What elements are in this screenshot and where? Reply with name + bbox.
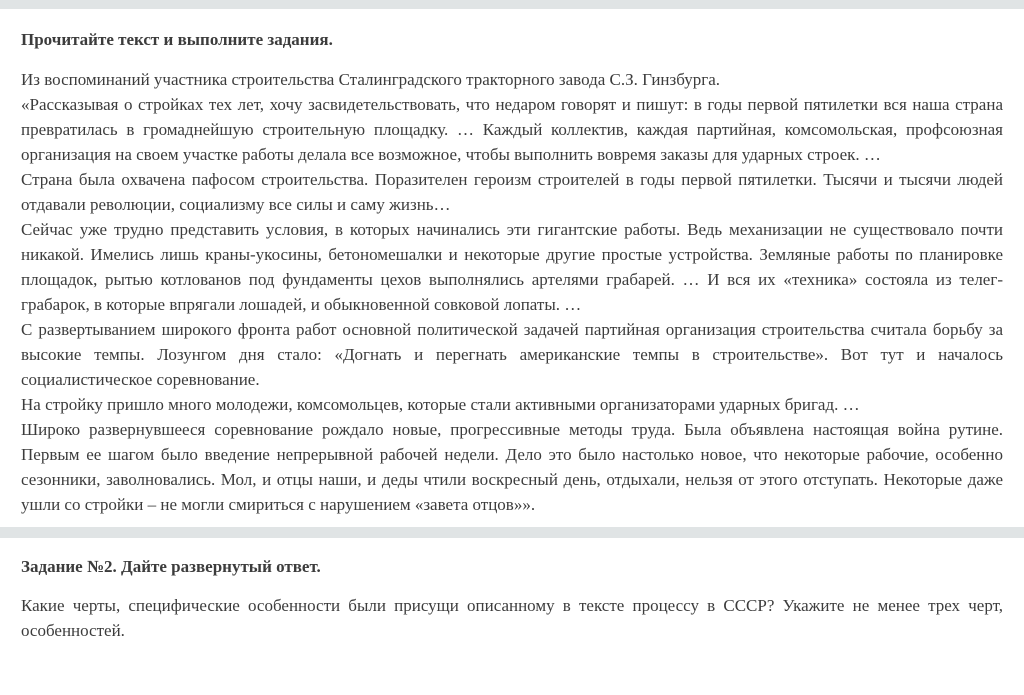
passage-paragraph: Широко развернувшееся соревнование рождало новые, прогрессивные методы труда. Была объявлена настоящая война рутине. Первым ее шагом было введение непрерывной рабочей недели. Дело это было настолько новое, что некоторые рабочие, особенно сезонники, заволновались. Мол, и отцы наши, и деды чтили воскресный день, отдыхали, нельзя от этого отступать. Некоторые даже ушли со стройки – не могли смириться с нарушением «завета отцов»». bbox=[21, 420, 1003, 514]
passage-paragraph: Страна была охвачена пафосом строительства. Поразителен героизм строителей в годы первой пятилетки. Тысячи и тысячи людей отдавали революции, социализму все силы и саму жизнь… bbox=[21, 170, 1003, 214]
top-divider-bar bbox=[0, 0, 1024, 9]
instruction-title: Прочитайте текст и выполните задания. bbox=[21, 30, 333, 49]
task-title: Задание №2. Дайте развернутый ответ. bbox=[21, 557, 321, 576]
passage-paragraph: С развертыванием широкого фронта работ основной политической задачей партийная организация строительства считала борьбу за высокие темпы. Лозунгом дня стало: «Догнать и перегнать американские темпы в строительстве». Вот тут и началось социалистическое соревнование. bbox=[21, 320, 1003, 389]
section-divider-bar bbox=[0, 527, 1024, 538]
task-section bbox=[0, 538, 1024, 643]
passage-text bbox=[21, 67, 1003, 517]
passage-paragraph: На стройку пришло много молодежи, комсомольцев, которые стали активными организаторами ударных бригад. … bbox=[21, 395, 860, 414]
task-question: Какие черты, специфические особенности были присущи описанному в тексте процессу в СССР? Укажите не менее трех черт, особенностей. bbox=[21, 596, 1003, 640]
reading-section bbox=[0, 9, 1024, 517]
passage-paragraph: «Рассказывая о стройках тех лет, хочу засвидетельствовать, что недаром говорят и пишут: в годы первой пятилетки вся наша страна превратилась в громаднейшую строительную площадку. … Каждый коллектив, каждая партийная, комсомольская, профсоюзная организация на своем участке работы делала все возможное, чтобы выполнить вовремя заказы для ударных строек. … bbox=[21, 95, 1003, 164]
passage-paragraph: Сейчас уже трудно представить условия, в которых начинались эти гигантские работы. Ведь механизации не существовало почти никакой. Имелись лишь краны-укосины, бетономешалки и некоторые другие простые устройства. Земляные работы по планировке площадок, рытью котлованов под фундаменты цехов выполнялись артелями грабарей. … И вся их «техника» состояла из телег-грабарок, в которые впрягали лошадей, и обыкновенной совковой лопаты. … bbox=[21, 220, 1003, 314]
passage-source-line: Из воспоминаний участника строительства Сталинградского тракторного завода С.З. Гинзбурга. bbox=[21, 70, 721, 89]
